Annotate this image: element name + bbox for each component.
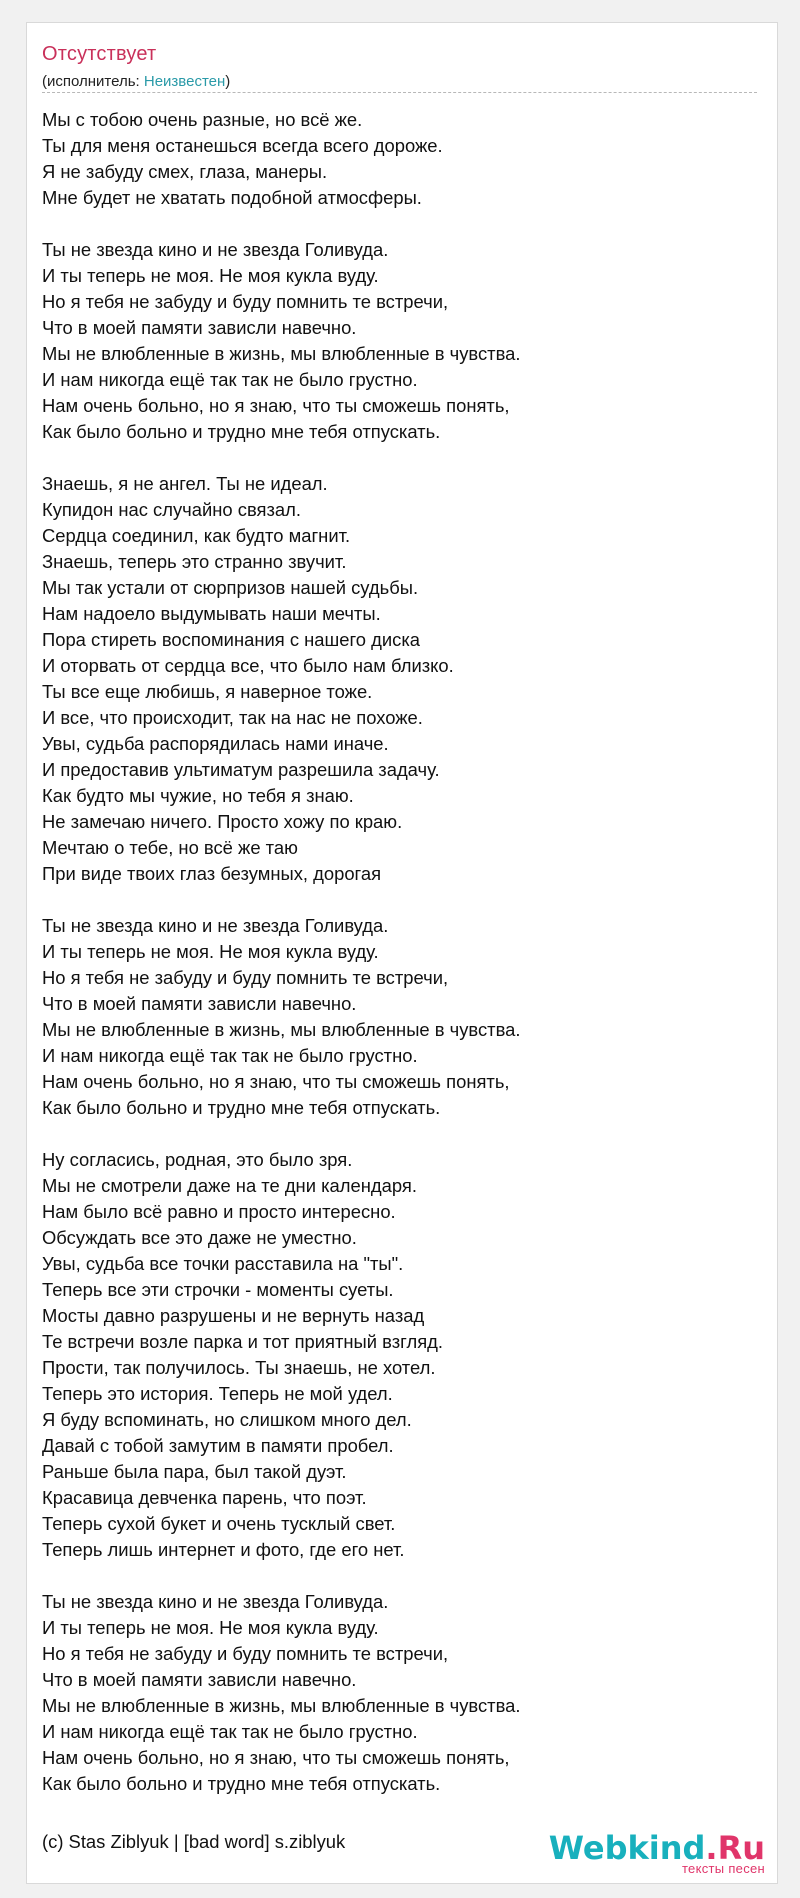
lyric-line: Ты все еще любишь, я наверное тоже.	[42, 681, 373, 702]
lyric-line: Мы не влюбленные в жизнь, мы влюбленные в чувства.	[42, 343, 521, 364]
song-title: Отсутствует	[42, 43, 157, 65]
lyric-line: Я буду вспоминать, но слишком много дел.	[42, 1409, 412, 1430]
stanza	[42, 1147, 762, 1563]
lyric-line: Знаешь, теперь это странно звучит.	[42, 551, 347, 572]
lyric-line: Сердца соединил, как будто магнит.	[42, 525, 351, 546]
lyric-line: Но я тебя не забуду и буду помнить те встречи,	[42, 291, 449, 312]
lyric-line: Мы так устали от сюрпризов нашей судьбы.	[42, 577, 419, 598]
lyric-line: Красавица девченка парень, что поэт.	[42, 1487, 367, 1508]
logo-wordmark	[549, 1831, 765, 1865]
logo-tld: .Ru	[705, 1829, 765, 1867]
lyric-line: Не замечаю ничего. Просто хожу по краю.	[42, 811, 403, 832]
lyric-line: Мосты давно разрушены и не вернуть назад	[42, 1305, 425, 1326]
header-divider	[42, 92, 757, 93]
lyric-line: Обсуждать все это даже не уместно.	[42, 1227, 357, 1248]
lyric-line: При виде твоих глаз безумных, дорогая	[42, 863, 382, 884]
lyric-line: И ты теперь не моя. Не моя кукла вуду.	[42, 1617, 379, 1638]
performer-suffix: )	[225, 73, 231, 90]
site-logo[interactable]	[549, 1831, 765, 1876]
lyric-line: Что в моей памяти зависли навечно.	[42, 1669, 357, 1690]
lyric-line: Купидон нас случайно связал.	[42, 499, 301, 520]
lyric-line: И нам никогда ещё так так не было грустно.	[42, 369, 418, 390]
lyric-line: Нам надоело выдумывать наши мечты.	[42, 603, 381, 624]
lyric-line: И ты теперь не моя. Не моя кукла вуду.	[42, 265, 379, 286]
stanza	[42, 107, 762, 211]
lyric-line: Ну согласись, родная, это было зря.	[42, 1149, 353, 1170]
lyric-line: Прости, так получилось. Ты знаешь, не хотел.	[42, 1357, 436, 1378]
lyric-line: Мечтаю о тебе, но всё же таю	[42, 837, 298, 858]
performer-line	[42, 73, 230, 90]
lyric-line: Ты не звезда кино и не звезда Голивуда.	[42, 1591, 389, 1612]
performer-link[interactable]: Неизвестен	[143, 73, 226, 90]
lyric-line: Но я тебя не забуду и буду помнить те встречи,	[42, 967, 449, 988]
lyric-line: И предоставив ультиматум разрешила задачу.	[42, 759, 440, 780]
lyric-line: Ты для меня останешься всегда всего дороже.	[42, 135, 443, 156]
lyric-line: Как будто мы чужие, но тебя я знаю.	[42, 785, 354, 806]
lyric-line: Теперь лишь интернет и фото, где его нет.	[42, 1539, 405, 1560]
lyric-line: И нам никогда ещё так так не было грустно.	[42, 1721, 418, 1742]
lyric-line: Увы, судьба распорядилась нами иначе.	[42, 733, 389, 754]
stanza	[42, 1589, 762, 1797]
lyrics-body	[42, 107, 762, 1823]
lyric-line: Нам очень больно, но я знаю, что ты сможешь понять,	[42, 1747, 510, 1768]
lyric-line: И ты теперь не моя. Не моя кукла вуду.	[42, 941, 379, 962]
lyric-line: Что в моей памяти зависли навечно.	[42, 993, 357, 1014]
lyric-line: И оторвать от сердца все, что было нам близко.	[42, 655, 454, 676]
lyric-line: Пора стиреть воспоминания с нашего диска	[42, 629, 421, 650]
lyric-line: И все, что происходит, так на нас не похоже.	[42, 707, 423, 728]
lyric-line: Как было больно и трудно мне тебя отпускать.	[42, 421, 441, 442]
lyric-line: Нам было всё равно и просто интересно.	[42, 1201, 396, 1222]
lyric-line: Теперь все эти строчки - моменты суеты.	[42, 1279, 394, 1300]
lyric-line: Мне будет не хватать подобной атмосферы.	[42, 187, 422, 208]
lyric-line: Теперь это история. Теперь не мой удел.	[42, 1383, 393, 1404]
lyric-line: Давай с тобой замутим в памяти пробел.	[42, 1435, 394, 1456]
lyric-line: Но я тебя не забуду и буду помнить те встречи,	[42, 1643, 449, 1664]
lyric-line: Теперь сухой букет и очень тусклый свет.	[42, 1513, 396, 1534]
lyric-line: Я не забуду смех, глаза, манеры.	[42, 161, 328, 182]
performer-prefix: (исполнитель:	[42, 73, 144, 90]
lyric-line: Как было больно и трудно мне тебя отпускать.	[42, 1773, 441, 1794]
stanza	[42, 471, 762, 887]
lyrics-card	[26, 22, 778, 1884]
lyric-line: Увы, судьба все точки расставила на "ты".	[42, 1253, 404, 1274]
lyric-line: Раньше была пара, был такой дуэт.	[42, 1461, 347, 1482]
lyric-line: Знаешь, я не ангел. Ты не идеал.	[42, 473, 328, 494]
lyric-line: Ты не звезда кино и не звезда Голивуда.	[42, 239, 389, 260]
lyric-line: Мы не влюбленные в жизнь, мы влюбленные в чувства.	[42, 1019, 521, 1040]
lyric-line: Что в моей памяти зависли навечно.	[42, 317, 357, 338]
stanza	[42, 237, 762, 445]
lyric-line: Мы не влюбленные в жизнь, мы влюбленные в чувства.	[42, 1695, 521, 1716]
logo-main: Webkind	[548, 1829, 706, 1867]
lyric-line: И нам никогда ещё так так не было грустно.	[42, 1045, 418, 1066]
logo-tagline: тексты песен	[681, 1861, 765, 1876]
copyright-footer: (c) Stas Ziblyuk | [bad word] s.ziblyuk	[42, 1831, 346, 1852]
lyric-line: Мы с тобою очень разные, но всё же.	[42, 109, 363, 130]
lyric-line: Нам очень больно, но я знаю, что ты сможешь понять,	[42, 1071, 510, 1092]
lyric-line: Мы не смотрели даже на те дни календаря.	[42, 1175, 417, 1196]
lyric-line: Те встречи возле парка и тот приятный взгляд.	[42, 1331, 443, 1352]
lyric-line: Как было больно и трудно мне тебя отпускать.	[42, 1097, 441, 1118]
lyric-line: Нам очень больно, но я знаю, что ты сможешь понять,	[42, 395, 510, 416]
stanza	[42, 913, 762, 1121]
lyric-line: Ты не звезда кино и не звезда Голивуда.	[42, 915, 389, 936]
